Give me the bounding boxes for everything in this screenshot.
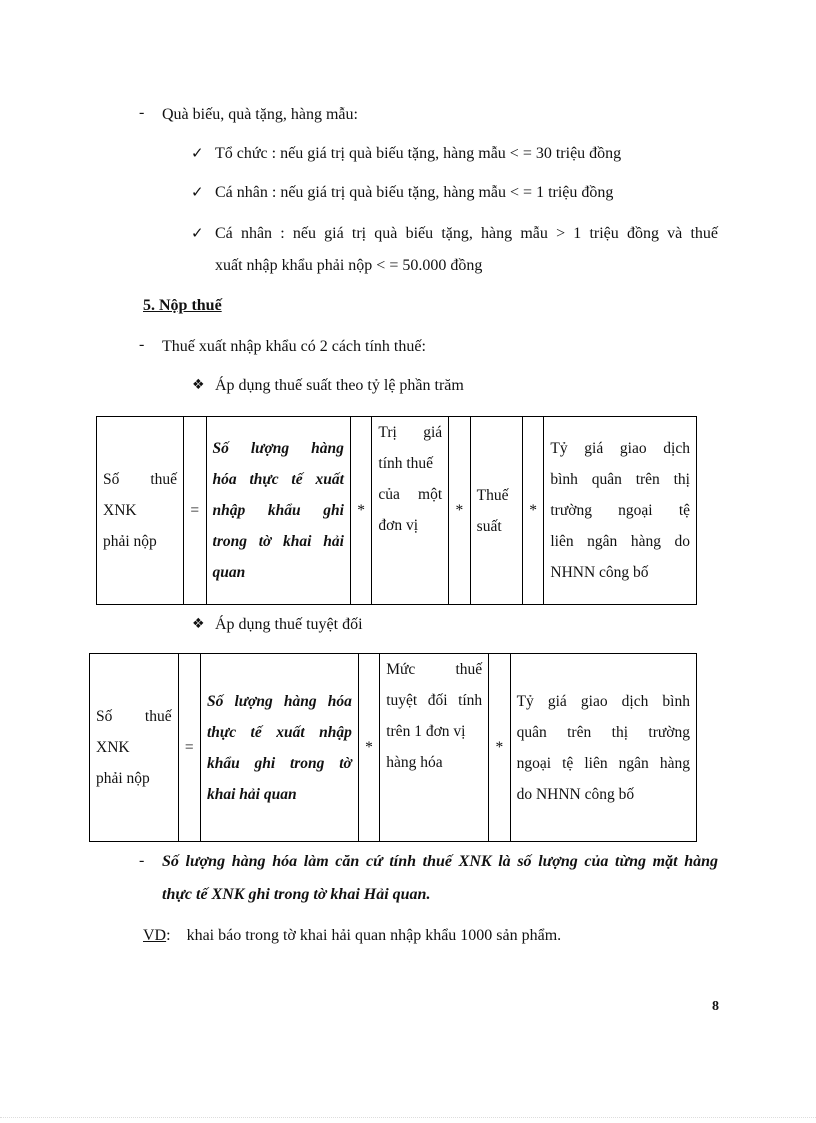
lhs-cell xyxy=(90,654,179,842)
quantity-line: khẩu ghi trong tờ xyxy=(206,754,352,772)
equals-sign: = xyxy=(184,417,207,605)
note-line2: thực tế XNK ghi trong tờ khai Hải quan. xyxy=(162,886,431,903)
check-item-individual-over-line1: Cá nhân : nếu giá trị quà biếu tặng, hàng mẫu > 1 triệu đồng và thuế xyxy=(215,225,718,242)
fx-line: bình quân trên thị xyxy=(550,471,690,488)
fx-line: ngoại tệ liên ngân hàng xyxy=(516,754,690,772)
multiply-sign: * xyxy=(358,654,379,842)
method2-title: Áp dụng thuế tuyệt đối xyxy=(215,616,363,633)
lhs-line: Số thuế xyxy=(96,708,172,725)
lhs-line: XNK xyxy=(103,502,137,519)
fx-line: do NHNN công bố xyxy=(516,785,635,803)
quantity-line: Số lượng hàng hóa xyxy=(206,692,352,710)
tax-methods-intro: Thuế xuất nhập khẩu có 2 cách tính thuế: xyxy=(162,338,426,355)
quantity-cell xyxy=(200,654,358,842)
section-heading: 5. Nộp thuế xyxy=(143,297,222,314)
value-line: đơn vị xyxy=(378,517,419,534)
quantity-line: thực tế xuất nhập xyxy=(206,723,352,741)
value-line: Trị giá xyxy=(378,424,443,441)
lhs-line: phải nộp xyxy=(103,533,157,550)
checkmark-icon: ✓ xyxy=(191,183,204,201)
exchange-rate-cell xyxy=(544,417,697,605)
fx-line: trường ngoại tệ xyxy=(550,502,690,519)
example-colon: : xyxy=(166,927,171,944)
multiply-sign: * xyxy=(522,417,544,605)
value-line: tính thuế xyxy=(378,455,434,472)
quantity-cell xyxy=(206,417,350,605)
rate-line: Thuế xyxy=(476,486,509,504)
diamond-bullet-icon: ❖ xyxy=(192,377,205,393)
multiply-sign: * xyxy=(350,417,372,605)
diamond-bullet-icon: ❖ xyxy=(192,616,205,632)
equals-sign: = xyxy=(178,654,200,842)
quantity-line: hóa thực tế xuất xyxy=(212,471,344,488)
lhs-line: phải nộp xyxy=(96,770,150,787)
checkmark-icon: ✓ xyxy=(191,224,204,242)
fx-line: NHNN công bố xyxy=(550,564,649,581)
value-line: trên 1 đơn vị xyxy=(386,723,466,740)
tax-rate-cell xyxy=(470,417,522,605)
quantity-line: khai hải quan xyxy=(206,785,297,803)
list-dash: - xyxy=(139,104,145,121)
fx-line: quân trên thị trường xyxy=(516,723,690,741)
lhs-line: Số thuế xyxy=(103,471,178,488)
lhs-cell xyxy=(97,417,184,605)
example-text: khai báo trong tờ khai hải quan nhập khẩu 1000 sản phẩm. xyxy=(186,927,562,944)
method1-title: Áp dụng thuế suất theo tỷ lệ phần trăm xyxy=(215,377,464,394)
formula-table-absolute xyxy=(89,653,697,842)
check-item-individual-over-line2: xuất nhập khẩu phải nộp < = 50.000 đồng xyxy=(215,257,483,274)
quantity-line: Số lượng hàng xyxy=(212,440,344,457)
rate-line: suất xyxy=(476,517,502,535)
fx-line: Tỷ giá giao dịch bình xyxy=(516,692,690,710)
quantity-line: trong tờ khai hải xyxy=(212,533,344,550)
absolute-rate-cell xyxy=(380,654,489,842)
value-line: tuyệt đối tính xyxy=(386,692,483,709)
example-label: VD xyxy=(143,927,167,944)
gift-item-text: Quà biếu, quà tặng, hàng mẫu: xyxy=(162,106,358,123)
quantity-line: quan xyxy=(212,564,246,581)
check-item-organization: Tổ chức : nếu giá trị quà biếu tặng, hàng mẫu < = 30 triệu đồng xyxy=(215,145,622,162)
check-item-individual: Cá nhân : nếu giá trị quà biếu tặng, hàng mẫu < = 1 triệu đồng xyxy=(215,184,614,201)
unit-value-cell xyxy=(372,417,449,605)
value-line: của một xyxy=(378,486,443,503)
fx-line: Tỷ giá giao dịch xyxy=(550,440,690,457)
checkmark-icon: ✓ xyxy=(191,144,204,162)
page-number: 8 xyxy=(712,999,719,1014)
lhs-line: XNK xyxy=(96,739,130,756)
fx-line: liên ngân hàng do xyxy=(550,533,690,550)
example-line xyxy=(143,925,561,947)
exchange-rate-cell xyxy=(510,654,696,842)
value-line: hàng hóa xyxy=(386,754,443,771)
multiply-sign: * xyxy=(449,417,471,605)
value-line: Mức thuế xyxy=(386,661,483,678)
formula-table-percent xyxy=(96,416,697,605)
page-edge xyxy=(0,1117,816,1118)
multiply-sign: * xyxy=(489,654,510,842)
list-dash: - xyxy=(139,852,145,869)
note-line1: Số lượng hàng hóa làm căn cứ tính thuế XNK là số lượng của từng mặt hàng xyxy=(162,853,718,870)
list-dash: - xyxy=(139,336,145,353)
quantity-line: nhập khẩu ghi xyxy=(212,502,344,519)
